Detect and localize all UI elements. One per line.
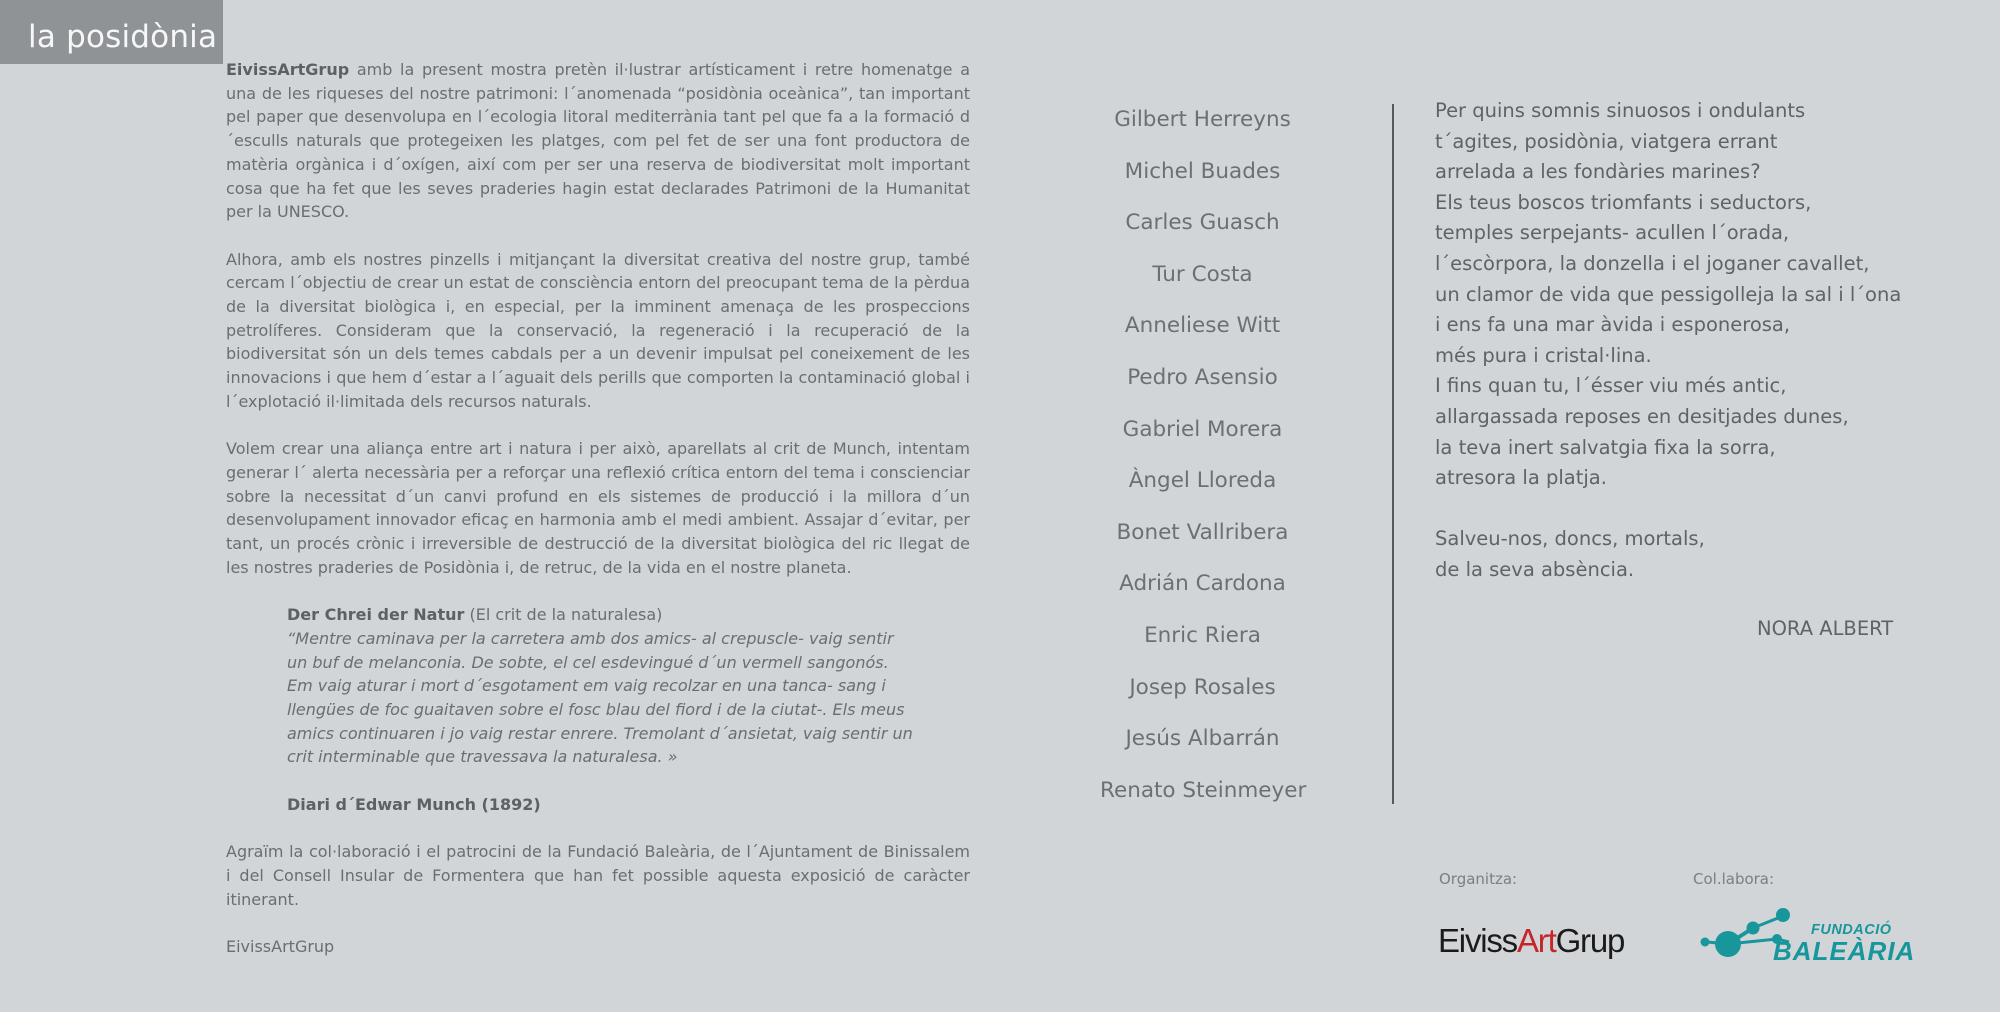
poem-author: NORA ALBERT [1757, 617, 1894, 640]
poem-line: l´escòrpora, la donzella i el joganer cavallet, [1435, 251, 1870, 275]
artist-list [1100, 94, 1305, 816]
logo-eag-part2: Art [1516, 922, 1556, 959]
intro-paragraph-1 [226, 58, 970, 224]
artist-name: Michel Buades [1124, 158, 1281, 184]
quote-subtitle: (El crit de la naturalesa) [464, 605, 663, 625]
balearia-logo-text: BALEÀRIA [1773, 936, 1916, 966]
artist-name: Renato Steinmeyer [1100, 777, 1307, 803]
poem-line: Salveu-nos, doncs, mortals, [1435, 527, 1705, 551]
artist-name: Tur Costa [1152, 261, 1253, 287]
poem-line: Per quins somnis sinuosos i ondulants [1435, 99, 1806, 122]
poem [1435, 96, 1955, 586]
artist-name: Gilbert Herreyns [1114, 107, 1291, 132]
fundacio-logo-text: FUNDACIÓ [1811, 922, 1892, 938]
poem-line: Els teus boscos triomfants i seductors, [1435, 190, 1812, 214]
intro-paragraph-1-text: amb la present mostra pretèn il·lustrar artísticament i retre homenatge a una de les riqueses del nostre patrimoni: l´anomenada “posidònia oceànica”, tan important pel paper que desenvolupa en l´ecologia litoral mediterrània tant pel que fa a la formació d´esculls naturals que protegeixen les platges, com pel fet de ser una font productora de matèria orgànica i d´oxígen, així com per ser una reserva de biodiversitat molt important cosa que ha fet que les seves praderies hagin estat declarades Patrimoni de la Humanitat per la UNESCO. [226, 60, 970, 222]
poem-line: de la seva absència. [1435, 557, 1635, 581]
intro-lead: EivissArtGrup [226, 60, 350, 79]
poem-line: t´agites, posidònia, viatgera errant [1435, 129, 1778, 153]
quote-heading [287, 603, 915, 627]
poem-line: i ens fa una mar àvida i esponerosa, [1435, 313, 1791, 337]
artist-name: Adrián Cardona [1119, 571, 1286, 597]
quote-text: “Mentre caminava per la carretera amb dos amics- al crepuscle- vaig sentir un buf de melanconia. De sobte, el cel esdevingué d´un vermell sangonós. Em vaig aturar i mort d´esgotament em vaig recolzar en una tanca- sang i llengües de foc guaitaven sobre el fosc blau del fiord i de la ciutat-. Els meus amics continuaren i jo vaig restar enrere. Tremolant d´ansietat, vaig sentir un crit interminable que travessava la naturalesa. » [287, 628, 913, 767]
artist-name: Bonet Vallribera [1116, 519, 1289, 545]
organiza-label: Organitza: [1439, 870, 1518, 888]
poem-line: atresora la platja. [1435, 466, 1607, 490]
artist-name: Àngel Lloreda [1128, 468, 1277, 494]
poem-line: temples serpejants- acullen l´orada, [1435, 221, 1790, 245]
logo-eag-part1: Eiviss [1438, 922, 1517, 959]
acknowledgement: Agraïm la col·laboració i el patrocini de la Fundació Baleària, de l´Ajuntament de Binissalem i del Consell Insular de Formentera que han fet possible aquesta exposició de caràcter itinerant. [226, 842, 970, 909]
quote-title: Der Chrei der Natur [287, 605, 465, 625]
poem-line: arrelada a les fondàries marines? [1435, 160, 1761, 184]
artist-name: Pedro Asensio [1127, 364, 1278, 390]
colabora-label: Col.labora: [1693, 870, 1775, 888]
page-title: la posidònia [28, 19, 218, 55]
logo-eag-part3: Grup [1555, 922, 1625, 959]
signature: EivissArtGrup [226, 936, 335, 956]
munch-quote [287, 603, 915, 816]
artist-name: Carles Guasch [1125, 210, 1280, 236]
artist-name: Anneliese Witt [1124, 313, 1281, 339]
intro-paragraph-3: Volem crear una aliança entre art i natura i per això, aparellats al crit de Munch, intentam generar l´ alerta necessària per a reforçar una reflexió crítica entorn del tema i conscienciar sobre la necessitat d´un canvi profund en els sistemes de producció i la millora d´un desenvolupament innovador eficaç en harmonia amb el medi ambient. Assajar d´evitar, per tant, un procés crònic i irreversible de destrucció de la diversitat biològica del ric llegat de les nostres praderies de Posidònia i, de retruc, de la vida en el nostre planeta. [226, 439, 970, 577]
poem-line: la teva inert salvatgia fixa la sorra, [1435, 435, 1776, 459]
poem-line: un clamor de vida que pessigolleja la sal i l´ona [1435, 282, 1902, 306]
artist-name: Jesús Albarrán [1125, 726, 1280, 752]
vertical-divider [1392, 104, 1394, 804]
title-banner [0, 0, 223, 64]
poem-line: I fins quan tu, l´ésser viu més antic, [1435, 374, 1787, 398]
artist-name: Enric Riera [1144, 622, 1261, 648]
eivissartgrup-logo [1438, 922, 1624, 960]
poem-line: més pura i cristal·lina. [1435, 343, 1652, 367]
poem-line: allargassada reposes en desitjades dunes, [1435, 404, 1849, 428]
intro-column [226, 58, 970, 982]
artist-name: Josep Rosales [1129, 674, 1276, 700]
intro-paragraph-2: Alhora, amb els nostres pinzells i mitjançant la diversitat creativa del nostre grup, també cercam l´objectiu de crear un estat de consciència entorn del preocupant tema de la pèrdua de la diversitat biològica i, en especial, per la imminent amenaça de les prospeccions petrolíferes. Consideram que la conservació, la regeneració i la recuperació de la biodiversitat són un dels temes cabdals per a un devenir impulsat pel coneixement de les innovacions i que hem d´estar a l´aguait dels perills que comporten la contaminació global i l´explotació il·limitada dels recursos naturals. [226, 249, 970, 411]
quote-source: Diari d´Edwar Munch (1892) [287, 794, 541, 814]
stanza-gap [1435, 494, 1955, 525]
artist-name: Gabriel Morera [1122, 416, 1283, 442]
